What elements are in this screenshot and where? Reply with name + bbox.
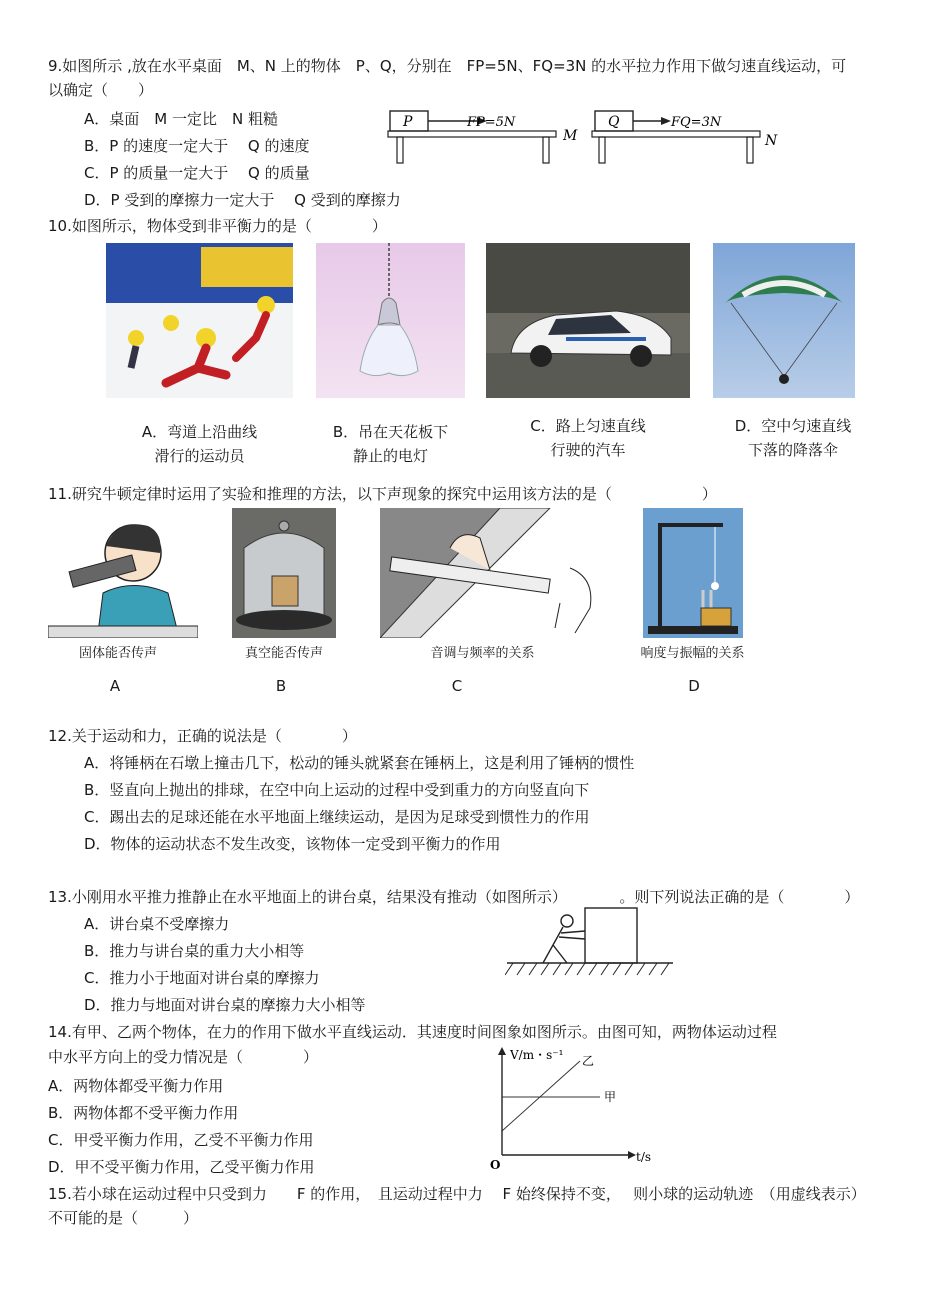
q9-option-c: C．P 的质量一定大于 Q 的质量 bbox=[84, 164, 310, 182]
q14-option-c: C．甲受平衡力作用，乙受不平衡力作用 bbox=[48, 1131, 314, 1149]
q14-line-yi bbox=[502, 1061, 580, 1131]
q11-caption-a: 固体能否传声 bbox=[78, 646, 157, 661]
q11-label-c: C bbox=[451, 677, 463, 695]
q10-photo-skaters bbox=[106, 243, 293, 398]
q14-stem-line1: 14.有甲、乙两个物体，在力的作用下做水平直线运动．其速度时间图象如图所示。由图可知，两物体运动过程 bbox=[48, 1023, 777, 1041]
q14-option-b: B．两物体都不受平衡力作用 bbox=[48, 1104, 239, 1122]
q12-option-c: C．踢出去的足球还能在水平地面上继续运动，是因为足球受到惯性力的作用 bbox=[84, 808, 590, 826]
q9-stem-line1: 9.如图所示 ,放在水平桌面 M、N 上的物体 P、Q，分别在 FP=5N、FQ=3N 的水平拉力作用下做匀速直线运动，可 bbox=[48, 57, 847, 75]
q11-label-a: A bbox=[109, 677, 121, 695]
q9-option-b: B．P 的速度一定大于 Q 的速度 bbox=[84, 137, 310, 155]
q9-table-figure bbox=[385, 103, 785, 169]
q11-label-d: D bbox=[688, 677, 700, 695]
q12-option-d: D．物体的运动状态不发生改变，该物体一定受到平衡力的作用 bbox=[84, 835, 501, 853]
q14-option-a: A．两物体都受平衡力作用 bbox=[48, 1077, 224, 1095]
q9-fig-label-p: P bbox=[403, 114, 413, 130]
q11-label-b: B bbox=[275, 677, 287, 695]
q11-figure-d bbox=[643, 508, 743, 638]
q9-option-d: D．P 受到的摩擦力一定大于 Q 受到的摩擦力 bbox=[84, 191, 401, 209]
q14-vt-graph bbox=[480, 1045, 660, 1171]
q9-stem-line2: 以确定（ ） bbox=[48, 81, 154, 99]
q14-graph-origin: O bbox=[490, 1158, 501, 1171]
q10-caption-c-line2: 行驶的汽车 bbox=[550, 441, 626, 459]
q15-stem-line1: 15.若小球在运动过程中只受到力 F 的作用， 且运动过程中力 F 始终保持不变， 则小球的运动轨迹 （用虚线表示） bbox=[48, 1185, 866, 1203]
q10-photo-lamp bbox=[316, 243, 465, 398]
q10-caption-b-line2: 静止的电灯 bbox=[352, 447, 428, 465]
q13-option-d: D．推力与地面对讲台桌的摩擦力大小相等 bbox=[84, 996, 366, 1014]
q10-caption-b-line1: B．吊在天花板下 bbox=[332, 423, 449, 441]
q10-caption-c-line1: C．路上匀速直线 bbox=[530, 417, 646, 435]
q13-option-a: A．讲台桌不受摩擦力 bbox=[84, 915, 230, 933]
q14-graph-xlabel: t/s bbox=[636, 1150, 652, 1164]
q14-label-yi: 乙 bbox=[582, 1054, 595, 1068]
q10-stem: 10.如图所示，物体受到非平衡力的是（ ） bbox=[48, 217, 387, 235]
q11-caption-c: 音调与频率的关系 bbox=[430, 646, 535, 661]
q12-stem: 12.关于运动和力，正确的说法是（ ） bbox=[48, 727, 357, 745]
q10-caption-d-line2: 下落的降落伞 bbox=[747, 441, 838, 459]
q9-fig-label-fp: FP=5N bbox=[467, 115, 516, 130]
q14-label-jia: 甲 bbox=[604, 1090, 617, 1104]
q13-push-figure bbox=[505, 903, 675, 979]
q10-caption-d-line1: D．空中匀速直线 bbox=[734, 417, 852, 435]
q13-stem: 13.小刚用水平推力推静止在水平地面上的讲台桌，结果没有推动（如图所示） 。则下列说法正确的是（ ） bbox=[48, 888, 860, 906]
q10-photo-car bbox=[486, 243, 690, 398]
q9-fig-label-q: Q bbox=[608, 114, 620, 130]
q9-fig-label-fq: FQ=3N bbox=[671, 115, 722, 130]
q9-option-a: A．桌面 M 一定比 N 粗糙 bbox=[84, 110, 278, 128]
q9-fig-label-m: M bbox=[563, 128, 578, 144]
q10-caption-a-line2: 滑行的运动员 bbox=[154, 447, 245, 465]
q12-option-a: A．将锤柄在石墩上撞击几下，松动的锤头就紧套在锤柄上，这是利用了锤柄的惯性 bbox=[84, 754, 635, 772]
q13-option-c: C．推力小于地面对讲台桌的摩擦力 bbox=[84, 969, 320, 987]
q14-stem-line2: 中水平方向上的受力情况是（ ） bbox=[48, 1048, 319, 1066]
q14-option-d: D．甲不受平衡力作用，乙受平衡力作用 bbox=[48, 1158, 315, 1176]
q11-figure-c bbox=[380, 508, 624, 638]
q11-stem: 11.研究牛顿定律时运用了实验和推理的方法，以下声现象的探究中运用该方法的是（ ） bbox=[48, 485, 717, 503]
q9-fig-label-n: N bbox=[765, 133, 778, 149]
q10-photo-parachute bbox=[713, 243, 855, 398]
q11-caption-b: 真空能否传声 bbox=[244, 646, 323, 661]
q10-caption-a-line1: A．弯道上沿曲线 bbox=[141, 423, 258, 441]
q11-figure-a bbox=[48, 508, 198, 638]
q12-option-b: B．竖直向上抛出的排球，在空中向上运动的过程中受到重力的方向竖直向下 bbox=[84, 781, 590, 799]
q11-caption-d: 响度与振幅的关系 bbox=[640, 646, 745, 661]
q15-stem-line2: 不可能的是（ ） bbox=[48, 1209, 199, 1227]
q14-graph-ylabel: V/m・s⁻¹ bbox=[510, 1048, 564, 1062]
q11-figure-b bbox=[232, 508, 336, 638]
q13-option-b: B．推力与讲台桌的重力大小相等 bbox=[84, 942, 305, 960]
